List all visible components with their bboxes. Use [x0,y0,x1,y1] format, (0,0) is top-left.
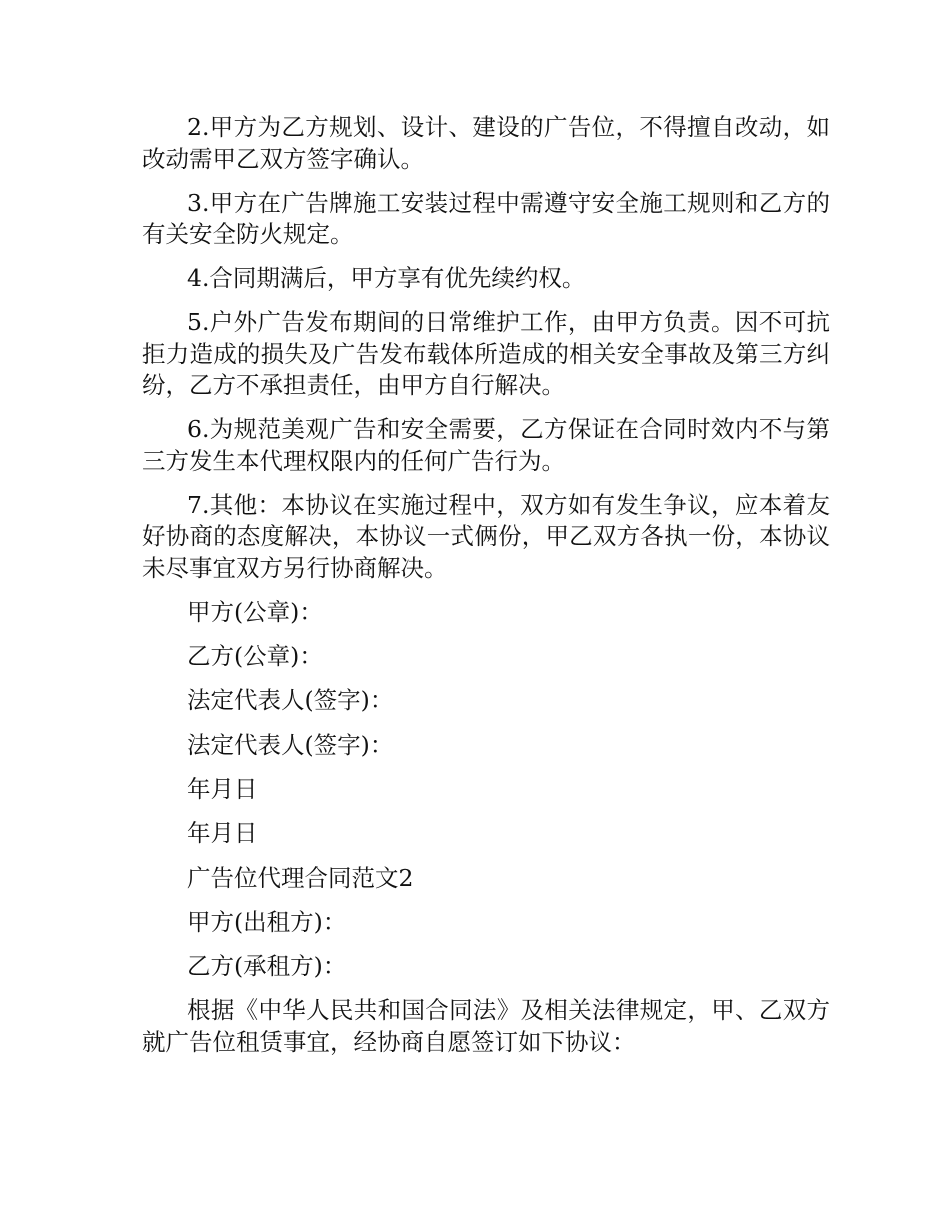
legal-rep-signature-b: 法定代表人(签字)： [187,730,394,759]
party-b-lessee: 乙方(承租方)： [187,952,347,981]
date-line-a: 年月日 [187,774,258,803]
clause-7: 7.其他：本协议在实施过程中，双方如有发生争议，应本着友好协商的态度解决，本协议一式俩份，甲乙双方各执一份，本协议未尽事宜双方另行协商解决。 [142,490,830,582]
clause-5: 5.户外广告发布期间的日常维护工作，由甲方负责。因不可抗拒力造成的损失及广告发布载体所造成的相关安全事故及第三方纠纷，乙方不承担责任，由甲方自行解决。 [142,308,830,400]
party-a-lessor: 甲方(出租方)： [187,907,347,936]
legal-rep-signature-a: 法定代表人(签字)： [187,686,394,715]
party-a-seal: 甲方(公章)： [187,597,323,626]
clause-6: 6.为规范美观广告和安全需要，乙方保证在合同时效内不与第三方发生本代理权限内的任何广告行为。 [142,415,830,475]
clause-3: 3.甲方在广告牌施工安装过程中需遵守安全施工规则和乙方的有关安全防火规定。 [142,188,830,248]
clause-2: 2.甲方为乙方规划、设计、建设的广告位，不得擅自改动，如改动需甲乙双方签字确认。 [142,113,830,173]
section-title: 广告位代理合同范文2 [187,863,414,892]
preamble: 根据《中华人民共和国合同法》及相关法律规定，甲、乙双方就广告位租赁事宜，经协商自愿签订如下协议： [142,996,830,1056]
clause-4: 4.合同期满后，甲方享有优先续约权。 [187,264,586,292]
document-body [142,112,830,1071]
date-line-b: 年月日 [187,819,258,848]
party-b-seal: 乙方(公章)： [187,642,323,671]
